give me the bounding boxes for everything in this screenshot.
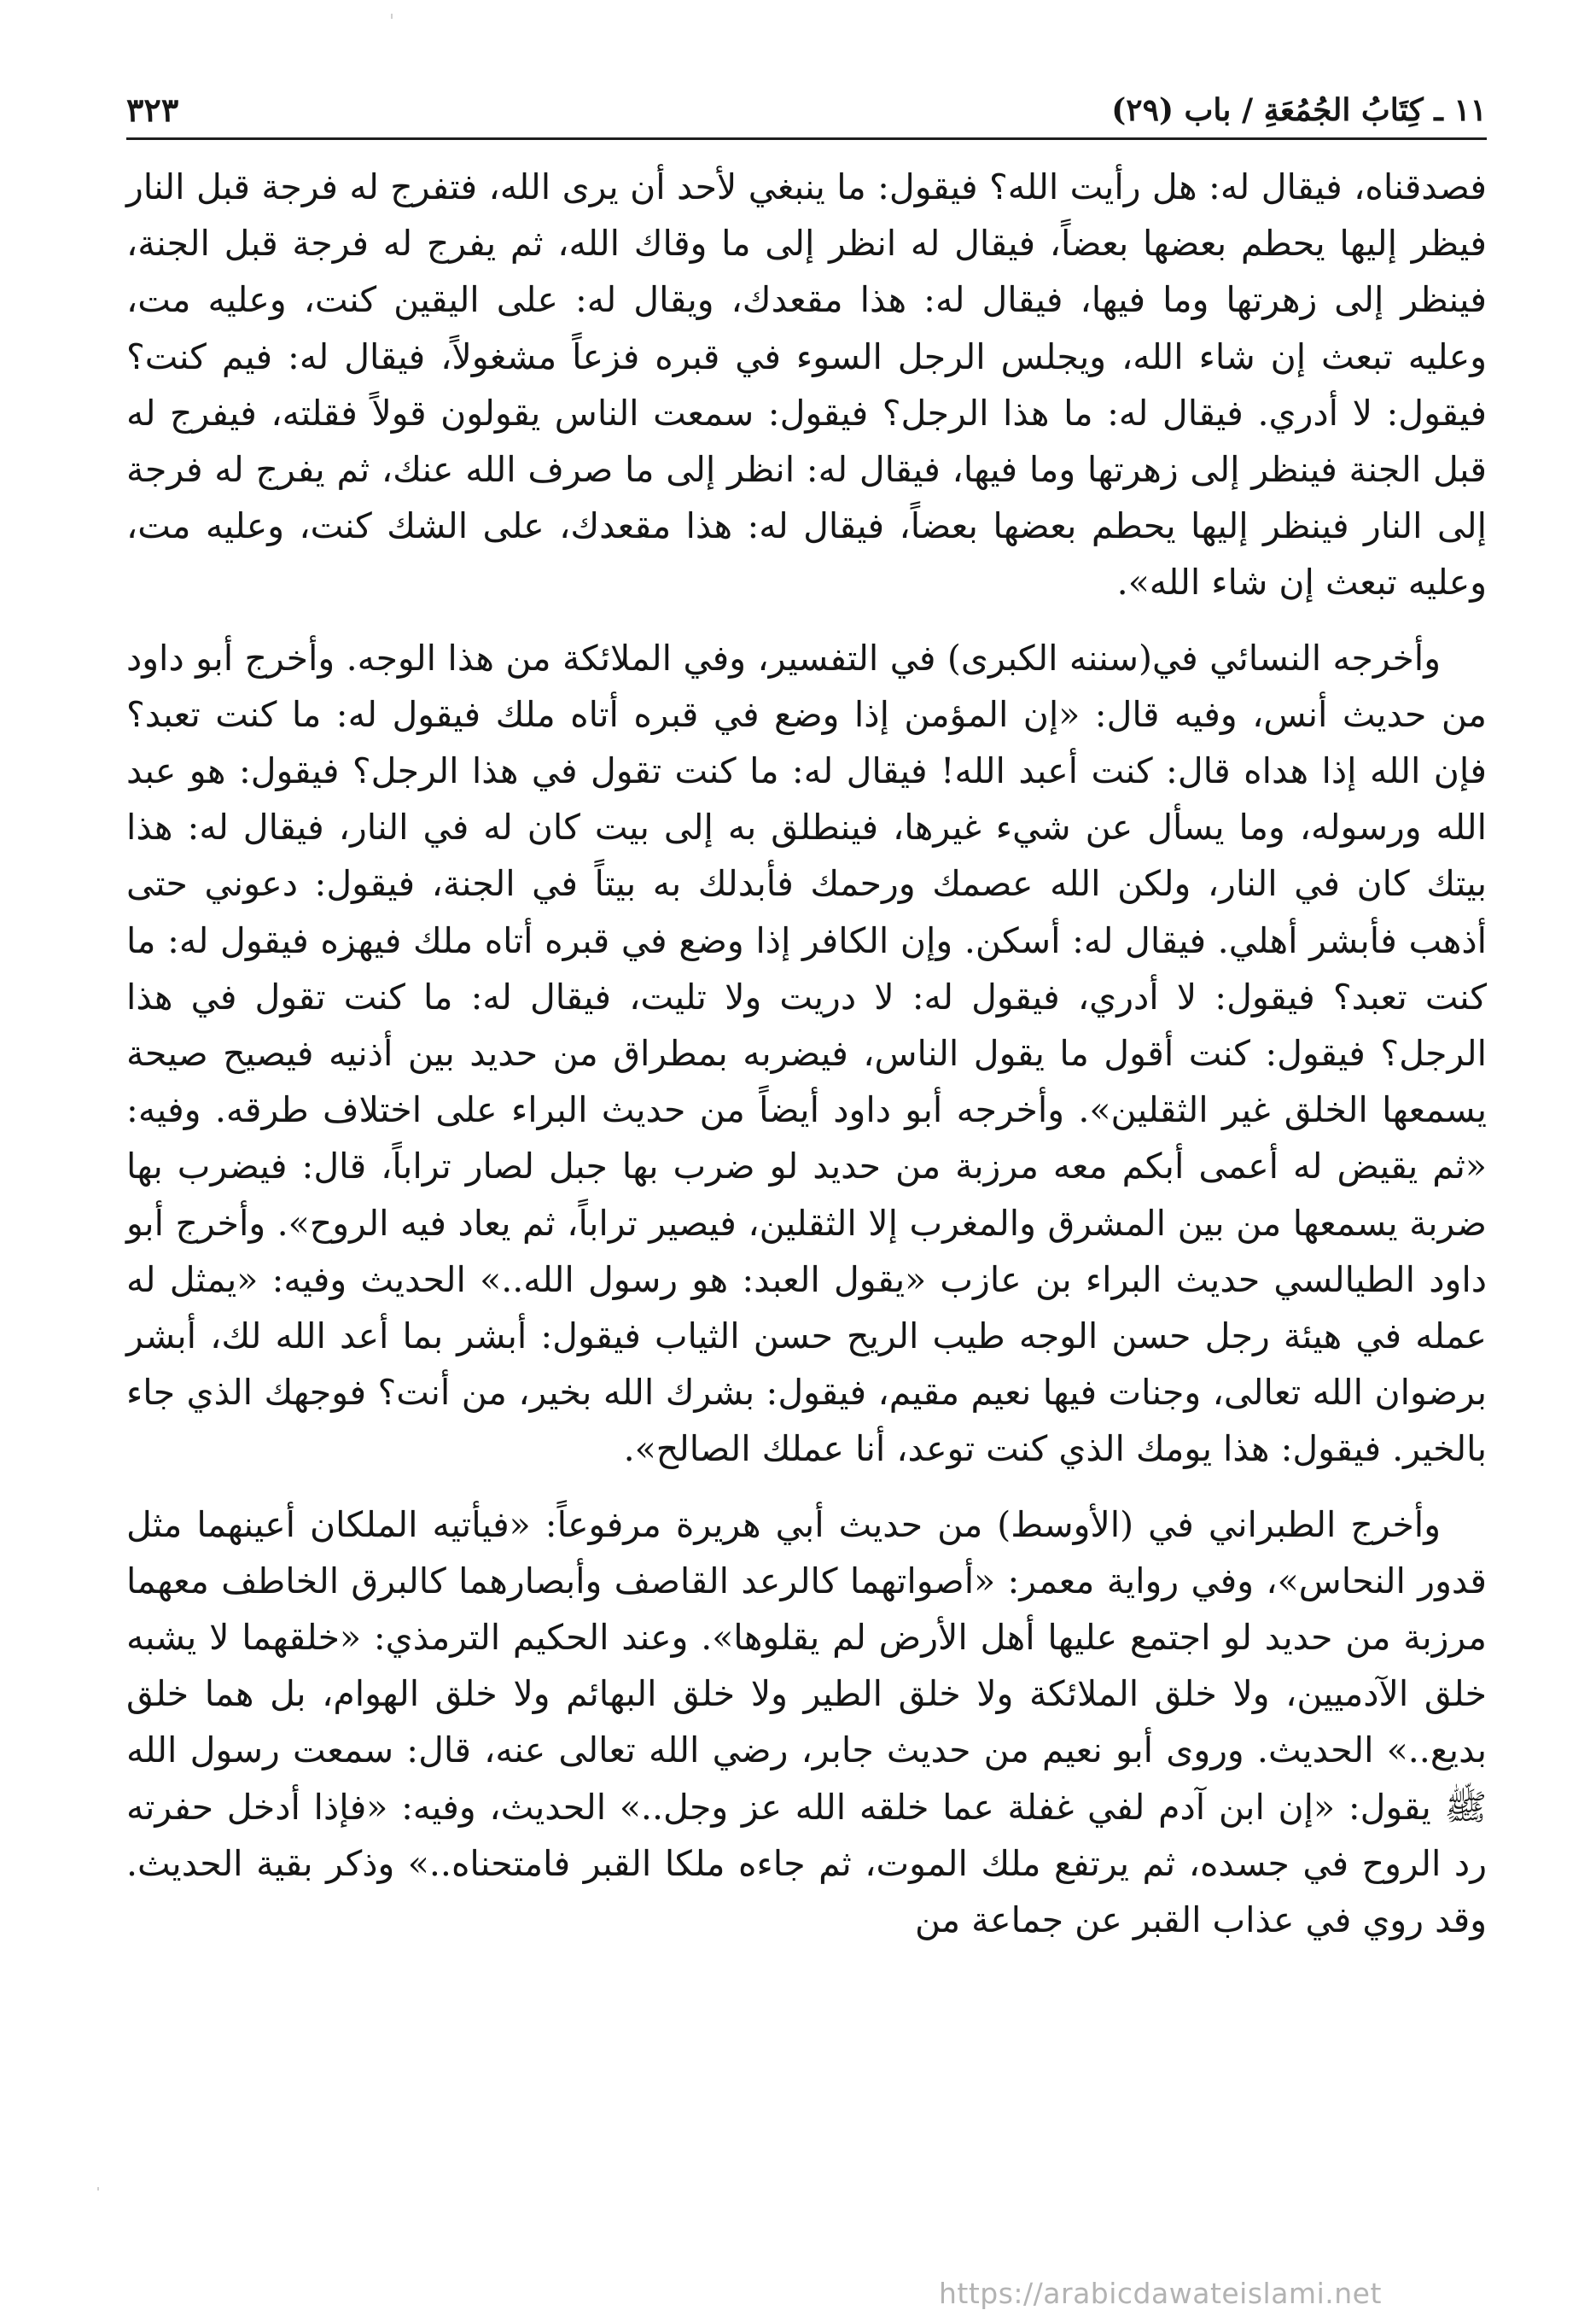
running-title: ١١ ـ كِتَابُ الجُمُعَةِ / باب (٢٩) xyxy=(1111,92,1487,128)
paragraph: وأخرجه النسائي في(سننه الكبرى) في التفسير، وفي الملائكة من هذا الوجه. وأخرج أبو داود من حديث أنس، وفيه قال: «إن المؤمن إذا وضع في قبره أتاه ملك فيقول له: ما كنت تعبد؟ فإن الله إذا هداه قال: كنت أعبد الله! فيقال له: ما كنت تقول في هذا الرجل؟ فيقول: هو عبد الله ورسوله، وما يسأل عن شيء غيرها، فينطلق به إلى بيت كان له في النار، فيقال له: هذا بيتك كان في النار، ولكن الله عصمك ورحمك فأبدلك به بيتاً في الجنة، فيقول: دعوني حتى أذهب فأبشر أهلي. فيقال له: أسكن. وإن الكافر إذا وضع في قبره أتاه ملك فيهزه فيقول له: ما كنت تعبد؟ فيقول: لا أدري، فيقول له: لا دريت ولا تليت، فيقال له: ما كنت تقول في هذا الرجل؟ فيقول: كنت أقول ما يقول الناس، فيضربه بمطراق من حديد بين أذنيه فيصيح صيحة يسمعها الخلق غير الثقلين». وأخرجه أبو داود أيضاً من حديث البراء على اختلاف طرقه. وفيه: «ثم يقيض له أعمى أبكم معه مرزبة من حديد لو ضرب بها جبل لصار تراباً، قال: فيضرب بها ضربة يسمعها من بين المشرق والمغرب إلا الثقلين، فيصير تراباً، ثم يعاد فيه الروح». وأخرج أبو داود الطيالسي حديث البراء بن عازب «يقول العبد: هو رسول الله..» الحديث وفيه: «يمثل له عمله في هيئة رجل حسن الوجه طيب الريح حسن الثياب فيقول: أبشر بما أعد الله لك، أبشر برضوان الله تعالى، وجنات فيها نعيم مقيم، فيقول: بشرك الله بخير، من أنت؟ فوجهك الذي جاء بالخير. فيقول: هذا يومك الذي كنت توعد، أنا عملك الصالح». xyxy=(126,637,1487,1470)
book-page xyxy=(126,90,1487,1948)
paragraph: فصدقناه، فيقال له: هل رأيت الله؟ فيقول: ما ينبغي لأحد أن يرى الله، فتفرج له فرجة قبل النار فيظر إليها يحطم بعضها بعضاً، فيقال له انظر إلى ما وقاك الله، ثم يفرج له فرجة قبل الجنة، فينظر إلى زهرتها وما فيها، فيقال له: هذا مقعدك، ويقال له: على اليقين كنت، وعليه مت، وعليه تبعث إن شاء الله، ويجلس الرجل السوء في قبره فزعاً مشغولاً، فيقال له: فيم كنت؟ فيقول: لا أدري. فيقال له: ما هذا الرجل؟ فيقول: سمعت الناس يقولون قولاً فقلته، فيفرج له قبل الجنة فينظر إلى زهرتها وما فيها، فيقال له: انظر إلى ما صرف الله عنك، ثم يفرج له فرجة إلى النار فينظر إليها يحطم بعضها بعضاً، فيقال له: هذا مقعدك، على الشك كنت، وعليه مت، وعليه تبعث إن شاء الله». xyxy=(126,166,1487,604)
header-rule xyxy=(126,137,1487,140)
page-number: ٣٢٣ xyxy=(126,90,179,129)
paragraph: وأخرج الطبراني في (الأوسط) من حديث أبي هريرة مرفوعاً: «فيأتيه الملكان أعينهما مثل قدور النحاس»، وفي رواية معمر: «أصواتهما كالرعد القاصف وأبصارهما كالبرق الخاطف معهما مرزبة من حديد لو اجتمع عليها أهل الأرض لم يقلوها». وعند الحكيم الترمذي: «خلقهما لا يشبه خلق الآدميين، ولا خلق الملائكة ولا خلق الطير ولا خلق البهائم ولا خلق الهوام، بل هما خلق بديع..» الحديث. وروى أبو نعيم من حديث جابر، رضي الله تعالى عنه، قال: سمعت رسول الله ﷺ يقول: «إن ابن آدم لفي غفلة عما خلقه الله عز وجل..» الحديث، وفيه: «فإذا أدخل حفرته رد الروح في جسده، ثم يرتفع ملك الموت، ثم جاءه ملكا القبر فامتحناه..» وذكر بقية الحديث. وقد روي في عذاب القبر عن جماعة من xyxy=(126,1503,1487,1941)
scan-speck xyxy=(97,2187,99,2191)
watermark-url: https://arabicdawateislami.net xyxy=(939,2277,1382,2310)
body-text xyxy=(126,159,1487,1948)
page-header xyxy=(126,90,1487,137)
scan-speck xyxy=(391,14,393,19)
